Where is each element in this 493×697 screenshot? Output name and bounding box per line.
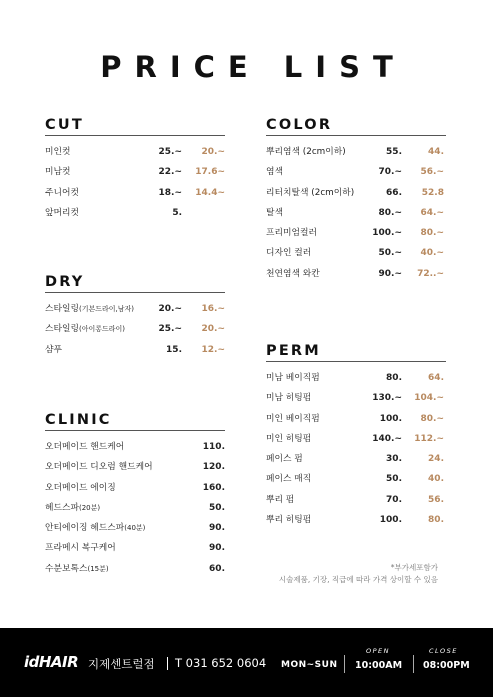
price-row — [266, 429, 446, 449]
item-name: 스타일링(기본드라이,남자) — [45, 304, 135, 314]
item-price: 140.~ — [372, 433, 402, 444]
item-price-discount: 56.~ — [420, 167, 444, 178]
item-price: 55. — [386, 147, 402, 157]
item-price: 60. — [209, 563, 225, 574]
price-row — [45, 340, 225, 360]
vat-note: *부가세포함가 — [390, 563, 438, 572]
item-note: (15분) — [87, 564, 109, 573]
item-price: 70. — [386, 494, 402, 505]
color-section — [266, 115, 446, 284]
price-row — [266, 449, 446, 469]
item-price-discount: 12.~ — [201, 344, 225, 355]
item-price: 22.~ — [158, 167, 182, 178]
price-row — [266, 162, 446, 182]
item-price-discount: 40. — [428, 474, 444, 485]
item-price: 25.~ — [158, 324, 182, 335]
close-label: CLOSE — [429, 647, 458, 655]
price-row — [266, 142, 446, 162]
item-price-discount: 16.~ — [201, 304, 225, 314]
item-price-discount: 112.~ — [414, 433, 444, 444]
price-row — [45, 457, 225, 477]
item-price: 80. — [386, 373, 402, 383]
cut-section — [45, 115, 225, 223]
price-row — [266, 264, 446, 284]
price-row — [45, 142, 225, 162]
item-note: (20분) — [79, 503, 101, 512]
divider — [167, 657, 168, 670]
divider — [413, 655, 414, 673]
item-price: 50. — [209, 502, 225, 513]
item-price: 100. — [379, 515, 402, 526]
item-price: 120. — [202, 462, 225, 473]
item-name: 페이스 매직 — [266, 474, 312, 485]
open-time: 10:00AM — [355, 660, 403, 671]
item-price: 30. — [386, 454, 402, 465]
disclaimer-note: 시술제품, 기장, 직급에 따라 가격 상이할 수 있음 — [278, 575, 438, 584]
item-name: 뿌리 히팅펌 — [266, 515, 312, 526]
item-name: 샴푸 — [45, 344, 62, 355]
item-name: 미남 베이직펌 — [266, 373, 320, 383]
section-title-clinic: CLINIC — [45, 410, 225, 431]
open-label: OPEN — [366, 647, 391, 655]
item-price-discount: 80. — [428, 515, 444, 526]
item-price-discount: 40.~ — [420, 248, 444, 259]
close-time: 08:00PM — [423, 660, 470, 671]
open-days: MON~SUN — [281, 660, 338, 670]
item-name: 리터치탈색 (2cm이하) — [266, 187, 355, 198]
item-name: 스타일링(아이롱드라이) — [45, 324, 126, 335]
item-price: 90. — [209, 523, 225, 534]
item-name: 탈색 — [266, 207, 283, 218]
price-row — [45, 183, 225, 203]
item-note: (아이롱드라이) — [79, 325, 126, 334]
price-row — [266, 469, 446, 489]
item-name: 오더메이드 디오럼 핸드케어 — [45, 462, 153, 473]
item-name: 미남컷 — [45, 167, 71, 178]
section-title-cut: CUT — [45, 115, 225, 136]
item-note: (40분) — [124, 524, 146, 533]
item-name: 뿌리 펌 — [266, 494, 295, 505]
price-row — [45, 437, 225, 457]
divider — [344, 655, 345, 673]
section-title-perm: PERM — [266, 341, 446, 362]
item-name: 미남 히팅펌 — [266, 393, 312, 404]
item-price: 20.~ — [158, 304, 182, 314]
item-name: 앞머리컷 — [45, 207, 79, 218]
item-name: 주니어컷 — [45, 187, 79, 198]
price-row — [266, 368, 446, 388]
item-price-discount: 56. — [428, 494, 444, 505]
item-price-discount: 20.~ — [201, 324, 225, 335]
page-title: PRICE LIST — [100, 50, 406, 84]
item-name: 안티에이징 헤드스파(40분) — [45, 523, 146, 534]
item-note: (기본드라이,남자) — [79, 305, 135, 313]
price-row — [45, 203, 225, 223]
price-row — [45, 319, 225, 339]
item-price: 66. — [386, 187, 402, 198]
price-row — [266, 409, 446, 429]
item-price-discount: 44. — [428, 147, 444, 157]
section-title-color: COLOR — [266, 115, 446, 136]
phone-number: T 031 652 0604 — [175, 656, 267, 670]
item-price: 70.~ — [378, 167, 402, 178]
item-name: 미인 히팅펌 — [266, 433, 312, 444]
item-price-discount: 104.~ — [414, 393, 444, 404]
price-row — [266, 490, 446, 510]
item-name: 미인컷 — [45, 147, 71, 157]
item-name: 수분보톡스(15분) — [45, 563, 109, 574]
item-name: 프리미엄컬러 — [266, 228, 317, 239]
item-name: 프라메시 복구케어 — [45, 543, 116, 554]
price-row — [45, 299, 225, 319]
section-title-dry: DRY — [45, 272, 225, 293]
price-row — [266, 203, 446, 223]
perm-section — [266, 341, 446, 530]
item-price-discount: 17.6~ — [195, 167, 225, 178]
price-row — [266, 388, 446, 408]
item-name: 염색 — [266, 167, 283, 178]
price-row — [266, 183, 446, 203]
dry-section — [45, 272, 225, 360]
item-price-discount: 64. — [428, 373, 444, 383]
item-price: 90.~ — [378, 268, 402, 279]
item-price: 130.~ — [372, 393, 402, 404]
price-row — [45, 538, 225, 558]
item-price-discount: 20.~ — [201, 147, 225, 157]
item-name: 오더메이드 에이징 — [45, 482, 116, 493]
item-name: 헤드스파(20분) — [45, 502, 101, 513]
price-row — [266, 243, 446, 263]
item-price: 80.~ — [378, 207, 402, 218]
item-price: 100. — [379, 413, 402, 424]
price-row — [266, 510, 446, 530]
item-price-discount: 72..~ — [417, 268, 444, 279]
clinic-section — [45, 410, 225, 579]
item-price-discount: 14.4~ — [195, 187, 225, 198]
item-price: 18.~ — [158, 187, 182, 198]
item-price: 50.~ — [378, 248, 402, 259]
item-name: 미인 베이직펌 — [266, 413, 320, 424]
price-row — [45, 478, 225, 498]
price-row — [45, 518, 225, 538]
item-price-discount: 24. — [428, 454, 444, 465]
item-price-discount: 80.~ — [420, 413, 444, 424]
item-price-discount: 52.8 — [421, 187, 444, 198]
item-name: 페이스 펌 — [266, 454, 303, 465]
branch-name: 지제센트럴점 — [88, 657, 155, 671]
brand-logo: idHAIR — [24, 653, 79, 671]
item-price: 5. — [172, 207, 182, 218]
item-name: 뿌리염색 (2cm이하) — [266, 147, 346, 157]
item-price: 160. — [202, 482, 225, 493]
footer-bar — [0, 628, 493, 697]
item-price: 15. — [166, 344, 182, 355]
item-name: 오더메이드 핸드케어 — [45, 442, 125, 452]
price-row — [45, 498, 225, 518]
item-price: 90. — [209, 543, 225, 554]
price-row — [266, 223, 446, 243]
price-row — [45, 162, 225, 182]
item-price: 100.~ — [372, 228, 402, 239]
item-name: 디자인 컬러 — [266, 248, 312, 259]
item-price: 25.~ — [158, 147, 182, 157]
item-price: 110. — [202, 442, 225, 452]
item-price: 50. — [386, 474, 402, 485]
item-price-discount: 64.~ — [420, 207, 444, 218]
item-name: 천연염색 와칸 — [266, 268, 320, 279]
item-price-discount: 80.~ — [420, 228, 444, 239]
